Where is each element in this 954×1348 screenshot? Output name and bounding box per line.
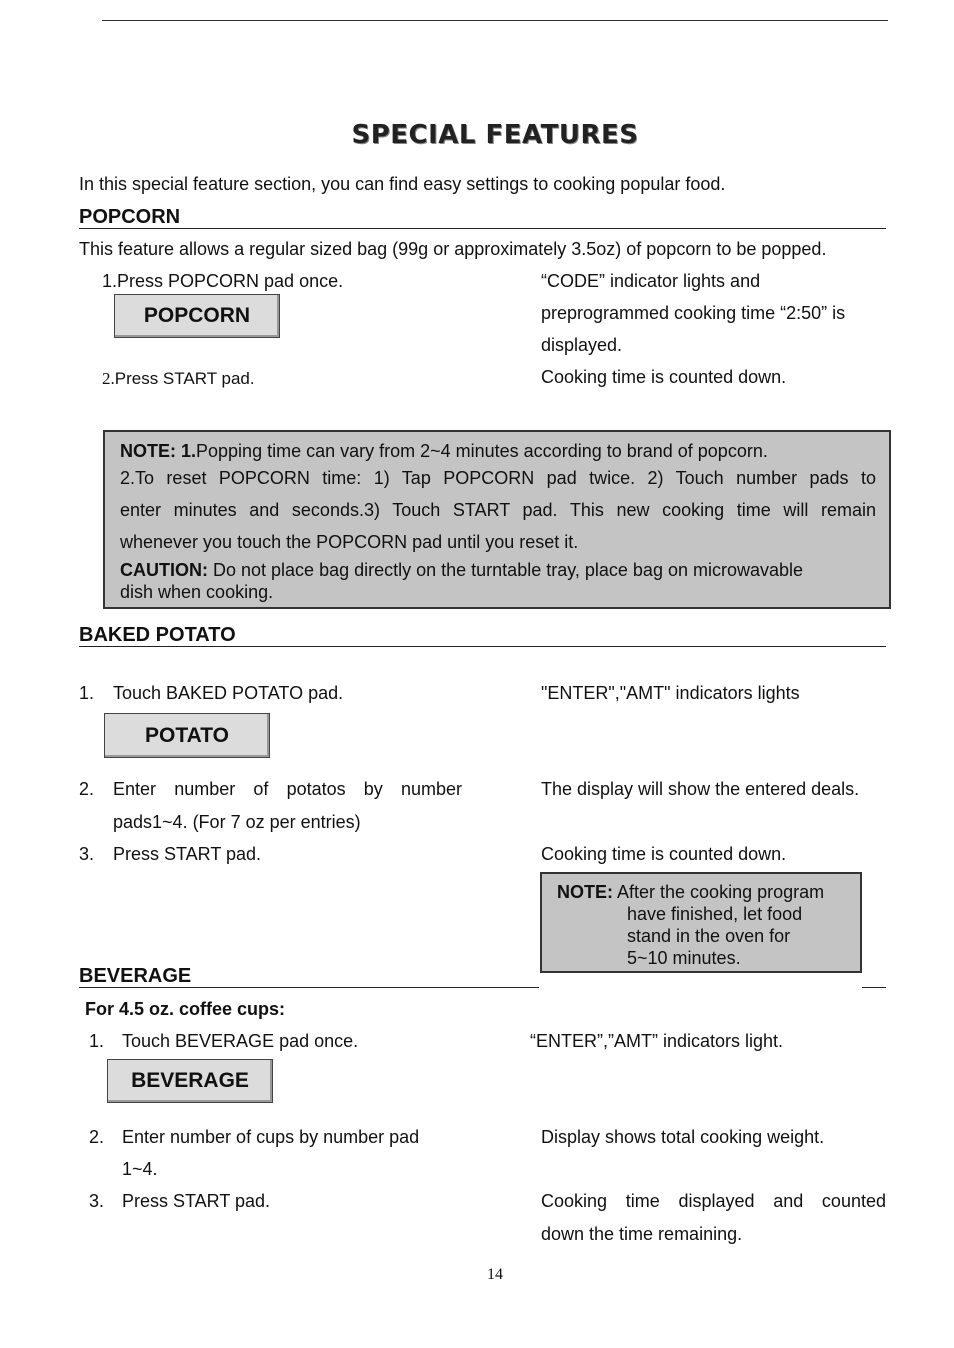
popcorn-step-2 <box>102 369 255 389</box>
potato-note-text-1: After the cooking program <box>613 882 825 902</box>
popcorn-note-line-1 <box>120 441 768 462</box>
beverage-result-1: “ENTER”,”AMT” indicators light. <box>530 1031 784 1051</box>
popcorn-result-1-line-1: “CODE” indicator lights and <box>541 271 761 291</box>
page-title: SPECIAL FEATURES <box>351 120 639 150</box>
potato-step-2-number: 2. <box>79 779 95 799</box>
popcorn-step-2-number: 2. <box>102 369 115 388</box>
popcorn-caution-label: CAUTION: <box>120 560 208 580</box>
popcorn-note-line-3: enter minutes and seconds.3) Touch START pad. This new cooking time will remain <box>120 500 876 520</box>
potato-note-line-2: have finished, let food <box>627 904 803 924</box>
potato-pad-button[interactable]: POTATO <box>104 713 270 758</box>
beverage-step-1: Touch BEVERAGE pad once. <box>122 1031 359 1051</box>
page-number: 14 <box>487 1266 503 1283</box>
beverage-heading-rule-end <box>862 987 886 988</box>
intro-text: In this special feature section, you can find easy settings to cooking popular food. <box>79 174 726 194</box>
beverage-step-2-line-2: 1~4. <box>122 1159 158 1179</box>
popcorn-step-1: 1.Press POPCORN pad once. <box>102 271 344 291</box>
potato-note-line-1 <box>557 882 824 903</box>
potato-step-2-line-2: pads1~4. (For 7 oz per entries) <box>113 812 361 832</box>
potato-result-3: Cooking time is counted down. <box>541 844 787 864</box>
potato-result-2: The display will show the entered deals. <box>541 779 860 799</box>
beverage-result-3-line-2: down the time remaining. <box>541 1224 743 1244</box>
popcorn-caution-line-2: dish when cooking. <box>120 582 274 602</box>
popcorn-result-1-line-3: displayed. <box>541 335 623 355</box>
popcorn-description: This feature allows a regular sized bag (99g or approximately 3.5oz) of popcorn to be popped. <box>79 239 827 259</box>
popcorn-result-1-line-2: preprogrammed cooking time “2:50” is <box>541 303 846 323</box>
beverage-result-3-line-1: Cooking time displayed and counted <box>541 1191 886 1211</box>
popcorn-note-box <box>103 430 891 609</box>
potato-note-box <box>540 872 862 973</box>
potato-step-2-line-1: Enter number of potatos by number <box>113 779 462 799</box>
beverage-pad-button[interactable]: BEVERAGE <box>107 1059 273 1103</box>
popcorn-note-text-1: Popping time can vary from 2~4 minutes according to brand of popcorn. <box>196 441 768 461</box>
potato-note-line-3: stand in the oven for <box>627 926 791 946</box>
beverage-step-2-line-1: Enter number of cups by number pad <box>122 1127 420 1147</box>
potato-note-line-4: 5~10 minutes. <box>627 948 741 968</box>
beverage-step-2-number: 2. <box>89 1127 105 1147</box>
popcorn-note-line-4: whenever you touch the POPCORN pad until you reset it. <box>120 532 579 552</box>
beverage-step-3: Press START pad. <box>122 1191 271 1211</box>
popcorn-pad-button[interactable]: POPCORN <box>114 294 280 338</box>
popcorn-note-label: NOTE: 1. <box>120 441 197 461</box>
popcorn-caution-line-1 <box>120 560 803 581</box>
beverage-result-2: Display shows total cooking weight. <box>541 1127 825 1147</box>
potato-note-label: NOTE: <box>557 882 613 902</box>
beverage-step-3-number: 3. <box>89 1191 105 1211</box>
popcorn-caution-text: Do not place bag directly on the turntable tray, place bag on microwavable <box>208 560 804 580</box>
beverage-heading: BEVERAGE <box>79 965 539 988</box>
popcorn-heading: POPCORN <box>79 206 886 229</box>
beverage-step-1-number: 1. <box>89 1031 105 1051</box>
popcorn-note-line-2: 2.To reset POPCORN time: 1) Tap POPCORN pad twice. 2) Touch number pads to <box>120 468 876 488</box>
potato-step-3: Press START pad. <box>113 844 262 864</box>
potato-result-1: "ENTER","AMT" indicators lights <box>541 683 800 703</box>
potato-step-3-number: 3. <box>79 844 95 864</box>
popcorn-step-2-text: Press START pad. <box>114 369 255 388</box>
baked-potato-heading: BAKED POTATO <box>79 624 886 647</box>
beverage-subheading: For 4.5 oz. coffee cups: <box>85 999 286 1019</box>
potato-step-1-number: 1. <box>79 683 95 703</box>
potato-step-1: Touch BAKED POTATO pad. <box>113 683 344 703</box>
popcorn-result-2: Cooking time is counted down. <box>541 367 787 387</box>
top-rule <box>102 20 888 21</box>
